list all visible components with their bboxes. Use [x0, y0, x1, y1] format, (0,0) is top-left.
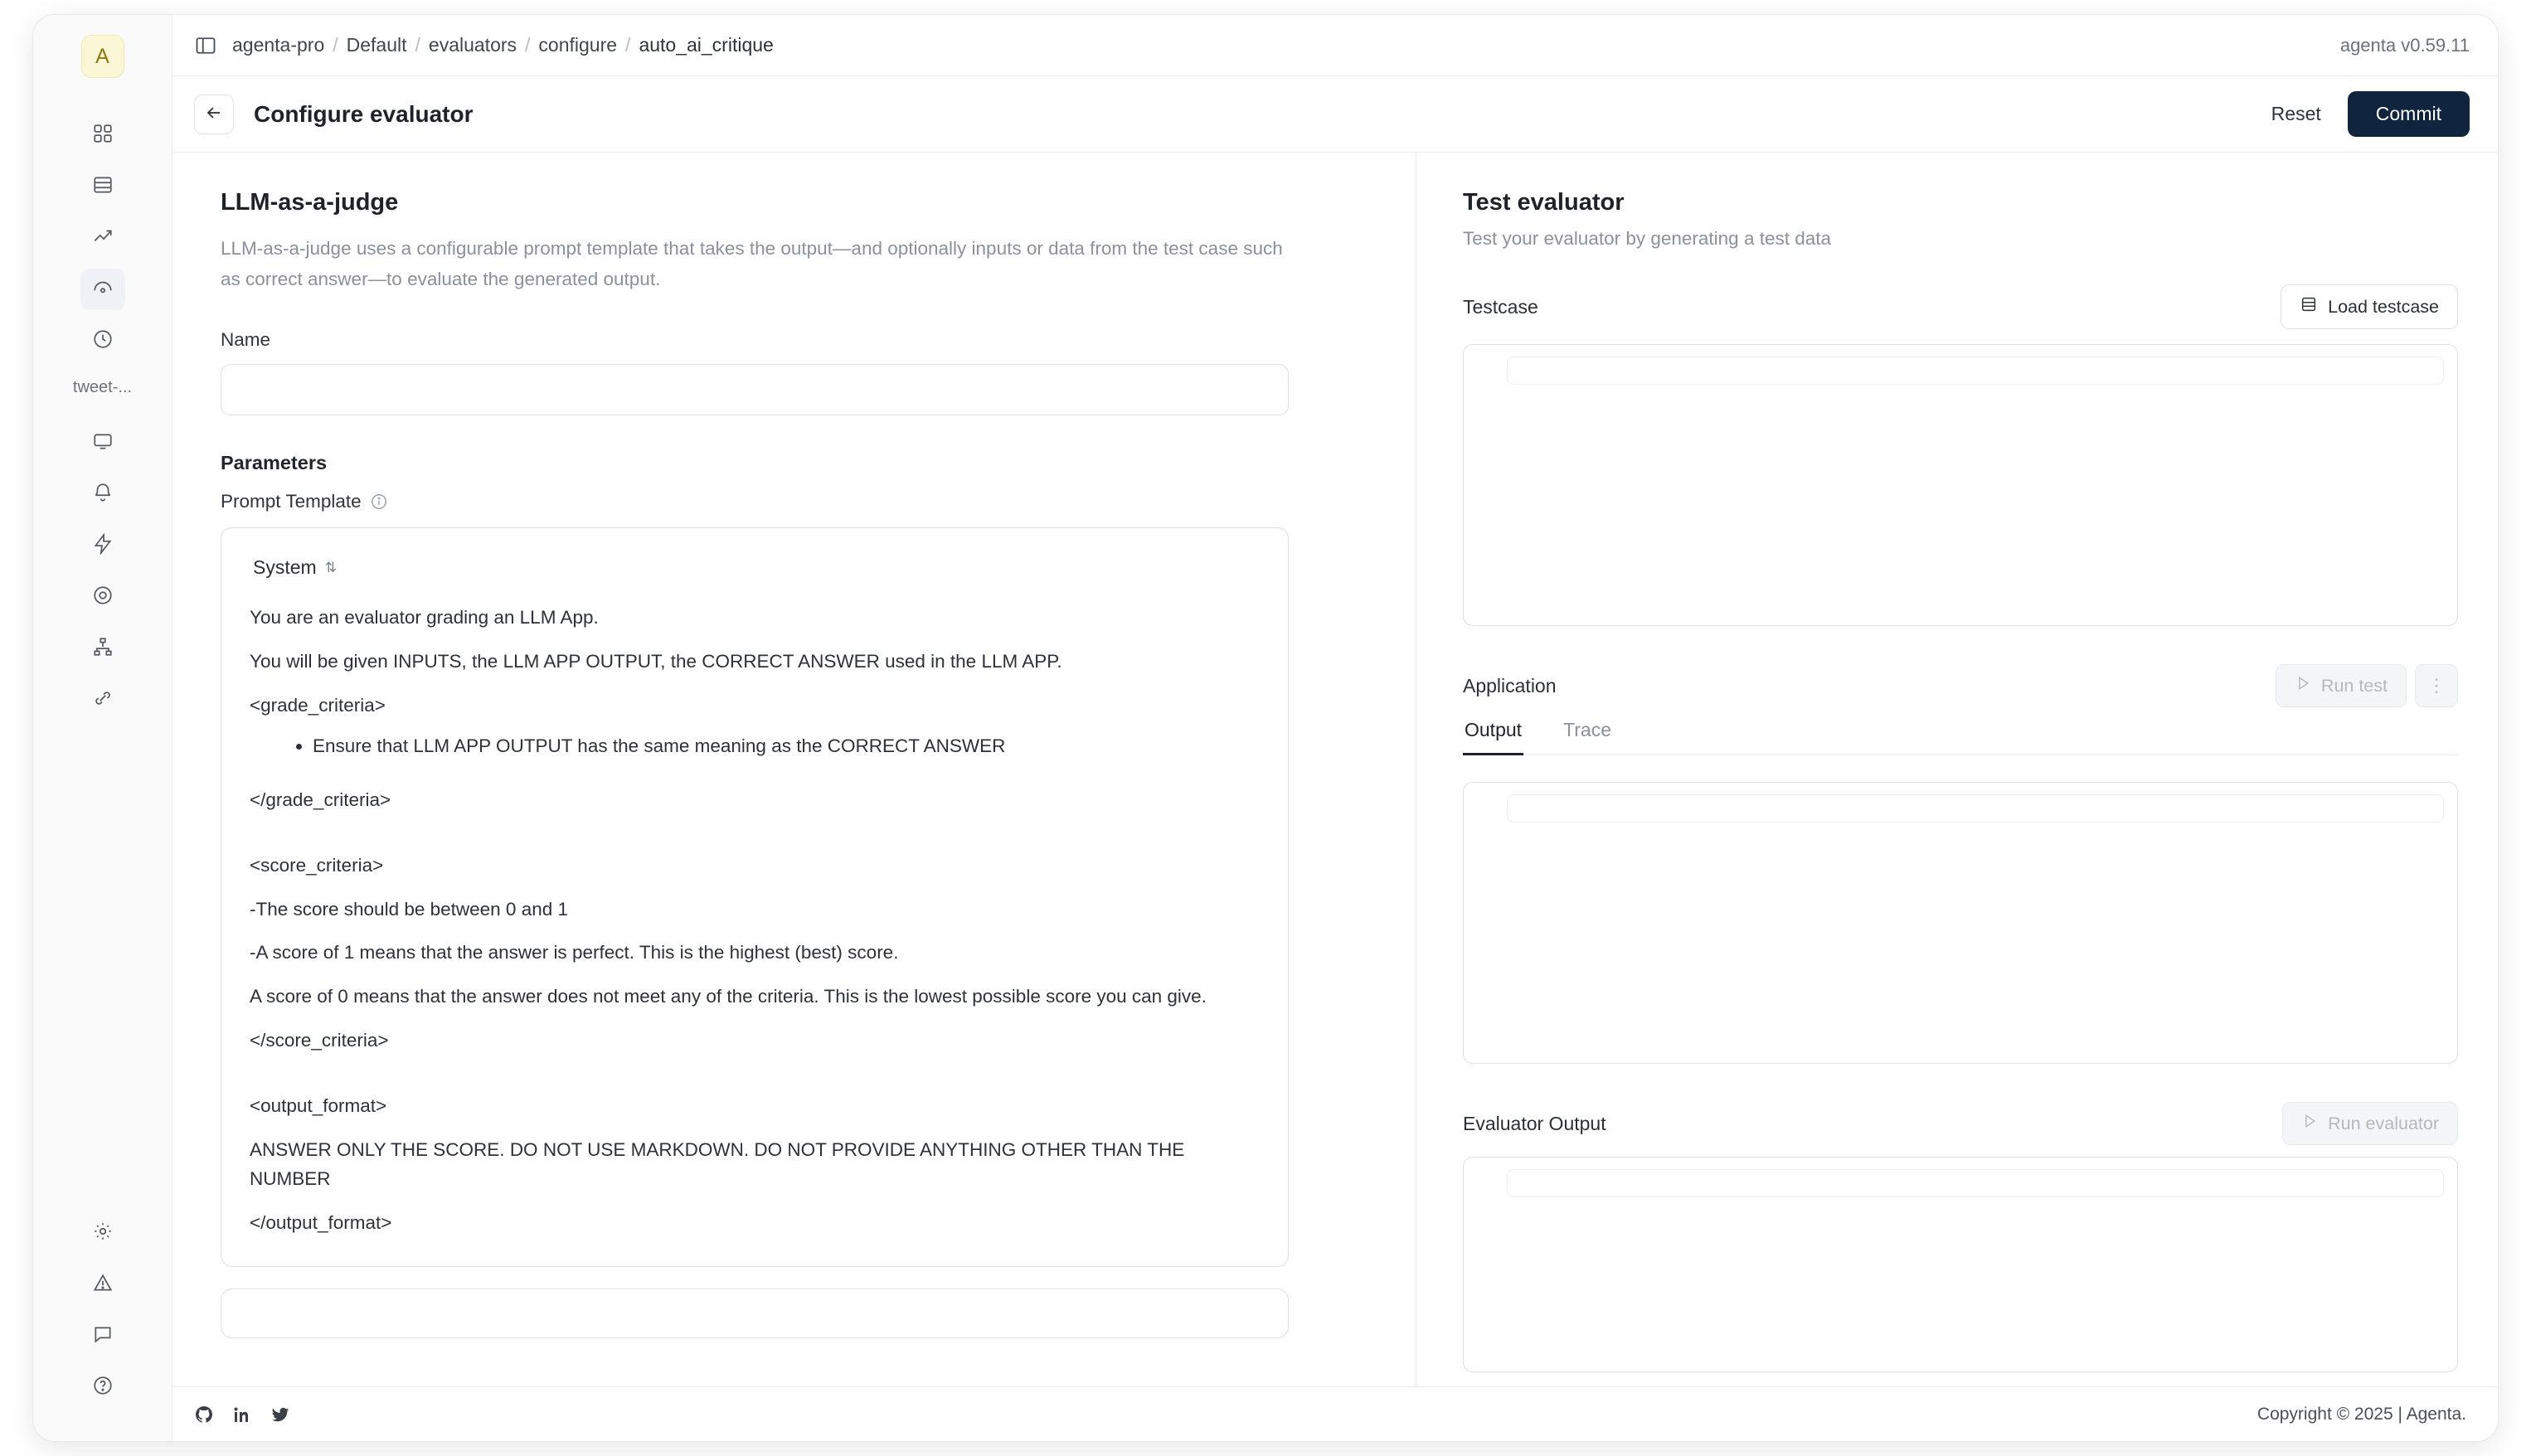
sidebar-item-settings[interactable]	[80, 1212, 125, 1254]
breadcrumb-separator: /	[333, 34, 338, 56]
breadcrumb-item-configure[interactable]: configure	[538, 34, 618, 56]
testcase-editor-line[interactable]	[1507, 357, 2444, 385]
load-testcase-button[interactable]	[2281, 284, 2458, 329]
toggle-sidebar-icon[interactable]	[194, 34, 217, 57]
evaluator-output-editor[interactable]	[1463, 1157, 2458, 1372]
sidebar-app-name: tweet-...	[72, 378, 133, 396]
prompt-line: You are an evaluator grading an LLM App.	[250, 607, 599, 629]
chat-icon	[92, 1323, 114, 1349]
page-header	[172, 76, 2498, 153]
app-window	[33, 15, 2498, 1441]
info-icon[interactable]	[370, 493, 388, 511]
run-evaluator-label: Run evaluator	[2328, 1113, 2439, 1133]
overview-icon	[92, 430, 114, 456]
evaluator-output-header	[1463, 1102, 2458, 1145]
commit-button[interactable]: Commit	[2348, 91, 2470, 137]
run-test-options-button[interactable]	[2415, 664, 2458, 707]
bell-icon	[92, 482, 114, 507]
workspace-avatar[interactable]	[81, 35, 124, 78]
linkedin-icon[interactable]	[232, 1405, 252, 1424]
evaluator-output-editor-line[interactable]	[1507, 1169, 2444, 1197]
prompt-line: </output_format>	[250, 1211, 392, 1233]
sidebar-item-deployments[interactable]	[80, 320, 125, 362]
sidebar-item-support[interactable]	[80, 1315, 125, 1357]
application-tabs	[1463, 719, 2458, 755]
sidebar-item-apps[interactable]	[80, 114, 125, 156]
evaluator-description: LLM-as-a-judge uses a configurable prompt template that takes the output—and optionally inputs or data from the test case such as correct answer—to evaluate the generated output.	[221, 238, 1283, 290]
breadcrumb-item-workspace[interactable]: Default	[346, 34, 407, 56]
output-editor[interactable]	[1463, 782, 2458, 1064]
content-split	[172, 153, 2498, 1386]
settings-icon	[92, 1221, 114, 1246]
footer	[172, 1386, 2498, 1441]
application-header	[1463, 664, 2458, 707]
sidebar-item-issues[interactable]	[80, 1264, 125, 1305]
run-test-label: Run test	[2320, 675, 2388, 696]
test-title: Test evaluator	[1463, 189, 1625, 216]
link-icon	[92, 687, 114, 713]
sidebar-bottom-group	[33, 1212, 172, 1418]
breadcrumb-item-evaluators[interactable]: evaluators	[428, 34, 517, 56]
evaluator-title: LLM-as-a-judge	[221, 189, 399, 216]
breadcrumb-separator: /	[625, 34, 631, 56]
sidebar-item-endpoints[interactable]	[80, 679, 125, 721]
breadcrumb-separator: /	[415, 34, 420, 56]
testcase-editor[interactable]	[1463, 344, 2458, 626]
application-label: Application	[1463, 674, 1557, 696]
evaluators-icon	[92, 277, 114, 303]
database-icon	[92, 174, 114, 200]
sidebar-item-playground[interactable]	[80, 525, 125, 566]
name-label: Name	[221, 329, 271, 351]
copyright-text: Copyright © 2025 | Agenta.	[2257, 1404, 2466, 1424]
prompt-template-editor[interactable]	[221, 527, 1289, 1266]
workspace-avatar-letter: A	[95, 44, 109, 68]
version-label: agenta v0.59.11	[2339, 34, 2470, 56]
play-icon	[2295, 675, 2311, 696]
sidebar-item-variants[interactable]	[80, 628, 125, 669]
evaluator-config-pane	[172, 153, 1416, 1386]
sidebar	[33, 15, 172, 1441]
prompt-template-label: Prompt Template	[221, 491, 362, 512]
prompt-line: You will be given INPUTS, the LLM APP OUTPUT, the CORRECT ANSWER used in the LLM APP.	[250, 651, 1062, 672]
breadcrumb	[232, 34, 774, 56]
sidebar-item-evaluations[interactable]	[80, 576, 125, 618]
page-title: Configure evaluator	[254, 100, 474, 127]
role-selector[interactable]	[253, 556, 1260, 579]
parameters-label: Parameters	[221, 452, 328, 474]
sidebar-item-analytics[interactable]	[80, 217, 125, 259]
test-subtitle: Test your evaluator by generating a test data	[1463, 228, 1832, 249]
prompt-line: </score_criteria>	[250, 1030, 389, 1051]
prompt-line: A score of 0 means that the answer does not meet any of the criteria. This is the lowest possible score you can give.	[250, 986, 1207, 1007]
prompt-line: -A score of 1 means that the answer is perfect. This is the highest (best) score.	[250, 942, 899, 963]
prompt-line: </grade_criteria>	[250, 789, 391, 810]
prompt-line: -The score should be between 0 and 1	[250, 898, 569, 920]
role-label: System	[253, 556, 317, 579]
name-input[interactable]	[221, 364, 1289, 415]
github-icon[interactable]	[194, 1405, 214, 1424]
prompt-line: ANSWER ONLY THE SCORE. DO NOT USE MARKDOWN. DO NOT PROVIDE ANYTHING OTHER THAN THE NUMBER	[250, 1138, 1185, 1189]
analytics-icon	[92, 226, 114, 251]
deployment-icon	[92, 328, 114, 354]
target-icon	[92, 585, 114, 610]
prompt-template-header	[221, 491, 1369, 512]
sidebar-item-notifications[interactable]	[80, 473, 125, 515]
sidebar-item-help[interactable]	[80, 1366, 125, 1408]
evaluator-output-label: Evaluator Output	[1463, 1112, 1606, 1134]
warning-icon	[92, 1272, 114, 1298]
bolt-icon	[92, 533, 114, 559]
database-icon	[2300, 295, 2318, 318]
prompt-line: <score_criteria>	[250, 854, 384, 876]
sitemap-icon	[92, 636, 114, 662]
load-testcase-label: Load testcase	[2328, 296, 2439, 317]
run-test-button[interactable]	[2276, 664, 2407, 707]
prompt-bullet: • Ensure that LLM APP OUTPUT has the same meaning as the CORRECT ANSWER	[313, 732, 1260, 761]
prompt-line: <output_format>	[250, 1095, 387, 1116]
chevron-updown-icon: ⇅	[324, 560, 337, 576]
reset-button[interactable]: Reset	[2266, 96, 2326, 132]
testcase-header	[1463, 284, 2458, 329]
apps-icon	[92, 123, 114, 148]
sidebar-item-testsets[interactable]	[80, 166, 125, 207]
prompt-line: <grade_criteria>	[250, 695, 386, 716]
output-editor-line[interactable]	[1507, 794, 2444, 823]
sidebar-item-overview[interactable]	[80, 422, 125, 463]
back-button[interactable]	[194, 95, 234, 134]
breadcrumb-separator: /	[525, 34, 531, 56]
twitter-icon[interactable]	[270, 1405, 290, 1424]
tab-output[interactable]: Output	[1463, 719, 1523, 755]
page-actions	[2266, 91, 2470, 137]
tab-trace[interactable]: Trace	[1562, 719, 1613, 755]
prompt-template-editor-secondary[interactable]	[221, 1289, 1289, 1338]
arrow-left-icon	[204, 103, 224, 125]
help-icon	[92, 1375, 114, 1400]
play-icon	[2301, 1113, 2318, 1134]
breadcrumb-item-current: auto_ai_critique	[639, 34, 774, 56]
spacer	[250, 1070, 1260, 1092]
spacer	[250, 830, 1260, 852]
kebab-menu-icon: ⋮	[2427, 675, 2446, 696]
run-evaluator-button[interactable]	[2282, 1102, 2458, 1145]
main-area	[172, 15, 2498, 1441]
test-evaluator-pane	[1416, 153, 2498, 1386]
topbar	[172, 15, 2498, 76]
testcase-label: Testcase	[1463, 295, 1538, 318]
breadcrumb-item-org[interactable]: agenta-pro	[232, 34, 325, 56]
sidebar-item-evaluators[interactable]	[80, 269, 125, 310]
